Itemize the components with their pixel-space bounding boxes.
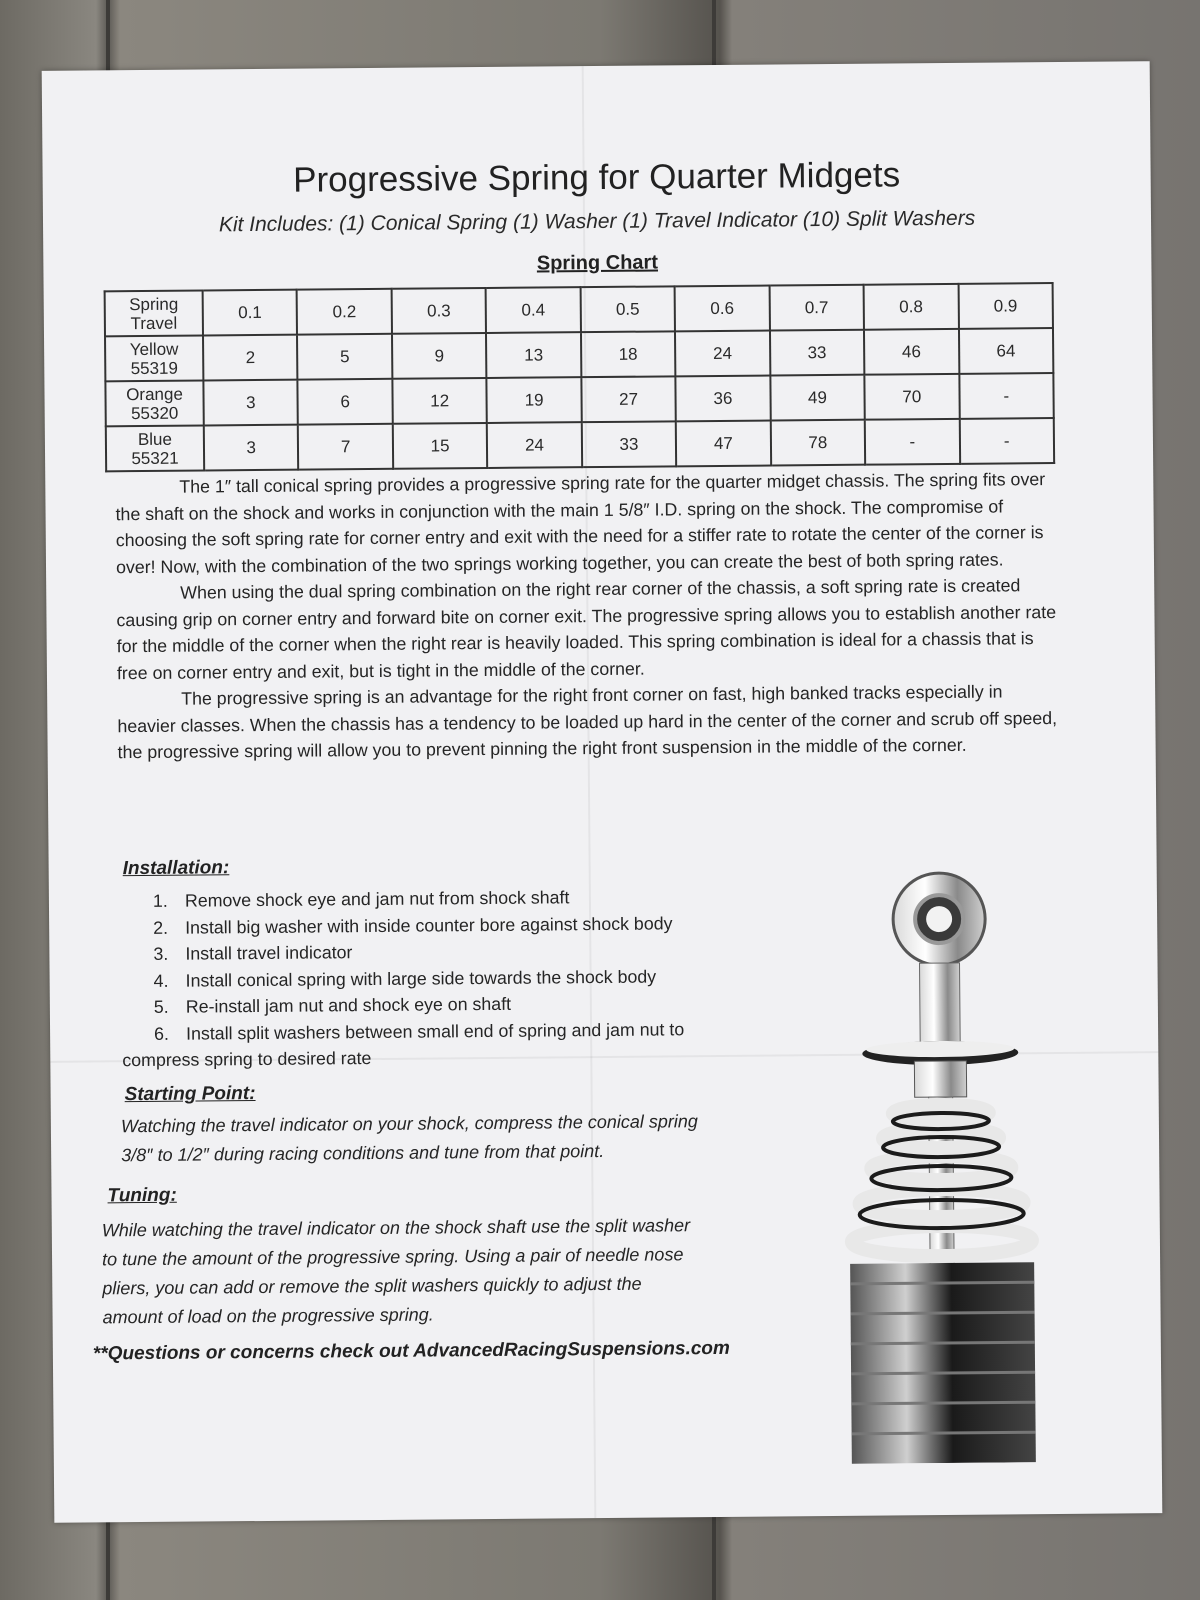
row-label [105,290,203,336]
text-line: amount of load on the progressive spring. [102,1304,434,1328]
text-line: pliers, you can add or remove the split washers quickly to adjust the [102,1273,642,1299]
row-label-line: Orange [126,384,183,404]
paragraph: When using the dual spring combination on the right rear corner of the chassis, a soft spring rate is created causing grip on corner entry and forward bite on corner exit. The progressive spring allows you to establish another rate for the middle of the corner when the right rear is heavily loaded. This spring combination is ideal for a chassis that is free on corner entry and exit, but is tight in the middle of the corner. [116,575,1057,683]
table-cell: 7 [298,424,393,470]
paragraph: The progressive spring is an advantage for the right front corner on fast, high banked tracks especially in heavier classes. When the chassis has a tendency to be loaded up hard in the center of the corner and scrub off speed, the progressive spring will allow you to prevent pinning the right front suspension in the middle of the corner. [117,681,1058,763]
table-cell: 64 [958,328,1053,374]
title-right: for Quarter Midgets [598,155,901,198]
row-label [105,335,203,381]
table-cell: - [959,418,1054,464]
table-cell: 0.4 [486,287,581,333]
row-label [105,380,203,426]
page-title [42,153,1150,203]
installation-heading: Installation: [122,857,230,880]
table-cell: 0.3 [391,288,486,334]
step-text: Install split washers between small end of spring and jam nut to [186,1018,685,1044]
table-cell: 3 [204,425,299,471]
tuning-heading: Tuning: [107,1184,177,1207]
step-number: 5. [153,996,169,1017]
step-text: Re-install jam nut and shock eye on shaft [185,993,512,1017]
table-cell: 47 [676,421,771,467]
row-label-line: 55321 [131,448,179,468]
table-cell: 0.8 [864,284,959,330]
spring-chart-table [104,282,1056,472]
text-line: Watching the travel indicator on your shock, compress the conical spring [120,1111,698,1137]
description [115,466,1063,766]
step-continuation: compress spring to desired rate [122,1048,372,1071]
table-cell: 2 [203,335,298,381]
table-cell: - [959,373,1054,419]
installation-steps [122,882,795,1073]
row-label-line: Blue [137,429,172,449]
step-number: 4. [153,970,169,991]
title-left: Progressive Spring [293,158,590,200]
row-label-line: Travel [130,313,178,333]
footer-contact: **Questions or concerns check out AdvancedRacingSuspensions.com [92,1337,730,1365]
table-cell: 15 [393,423,488,469]
table-cell: 78 [770,420,865,466]
text-line: 3/8″ to 1/2″ during racing conditions and tune from that point. [121,1140,605,1166]
step-number: 6. [154,1023,170,1044]
step-text: Install travel indicator [185,942,353,964]
step-text: Install conical spring with large side towards the shock body [185,966,657,991]
table-cell: 18 [581,331,676,377]
table-cell: 70 [864,374,959,420]
table-cell: 0.7 [769,285,864,331]
table-cell: 0.9 [958,283,1053,329]
text-line: While watching the travel indicator on the shock shaft use the split washer [101,1215,691,1241]
step-number: 2. [153,917,169,938]
table-cell: 27 [581,376,676,422]
tuning-text [102,1211,691,1332]
table-cell: - [865,419,960,465]
table-cell: 46 [864,329,959,375]
table-cell: 24 [487,422,582,468]
row-label-line: Yellow [129,339,179,359]
table-cell: 0.6 [675,286,770,332]
step-text: Install big washer with inside counter bore against shock body [185,912,673,938]
shock-absorber-illustration [819,862,1064,1464]
table-cell: 0.1 [203,290,298,336]
paragraph: The 1″ tall conical spring provides a progressive spring rate for the quarter midget chassis. The spring fits over the shaft on the shock and works in conjunction with the main 1 5/8″ I.D. spring on the shock. The compromise of choosing the soft spring rate for corner entry and exit with the need for a stiffer rate to rotate the center of the corner is over! Now, with the combination of the two springs working together, you can create the best of both spring rates. [115,469,1046,577]
step-number: 3. [153,943,169,964]
table-row [106,418,1054,471]
step-text: Remove shock eye and jam nut from shock shaft [184,887,570,911]
table-cell: 3 [203,380,298,426]
row-label-line: Spring [129,294,179,314]
table-cell: 9 [392,333,487,379]
starting-point-heading: Starting Point: [124,1083,256,1106]
table-cell: 33 [770,330,865,376]
chart-title: Spring Chart [536,251,659,275]
kit-contents: Kit Includes: (1) Conical Spring (1) Washer (1) Travel Indicator (10) Split Washers [218,206,976,237]
table-cell: 6 [298,379,393,425]
table-cell: 19 [487,377,582,423]
row-label [106,425,204,471]
table-cell: 13 [486,332,581,378]
row-label-line: 55320 [130,403,179,423]
row-label-line: 55319 [130,358,179,378]
table-cell: 24 [675,331,770,377]
table-cell: 36 [676,376,771,422]
table-cell: 33 [582,421,677,467]
table-cell: 0.5 [580,286,675,332]
instruction-sheet [42,61,1163,1523]
text-line: to tune the amount of the progressive spring. Using a pair of needle nose [101,1244,684,1270]
starting-point-text [121,1107,698,1170]
table-cell: 12 [392,378,487,424]
table-cell: 49 [770,375,865,421]
table-cell: 5 [297,334,392,380]
table-cell: 0.2 [297,289,392,335]
step-number: 1. [152,890,168,911]
